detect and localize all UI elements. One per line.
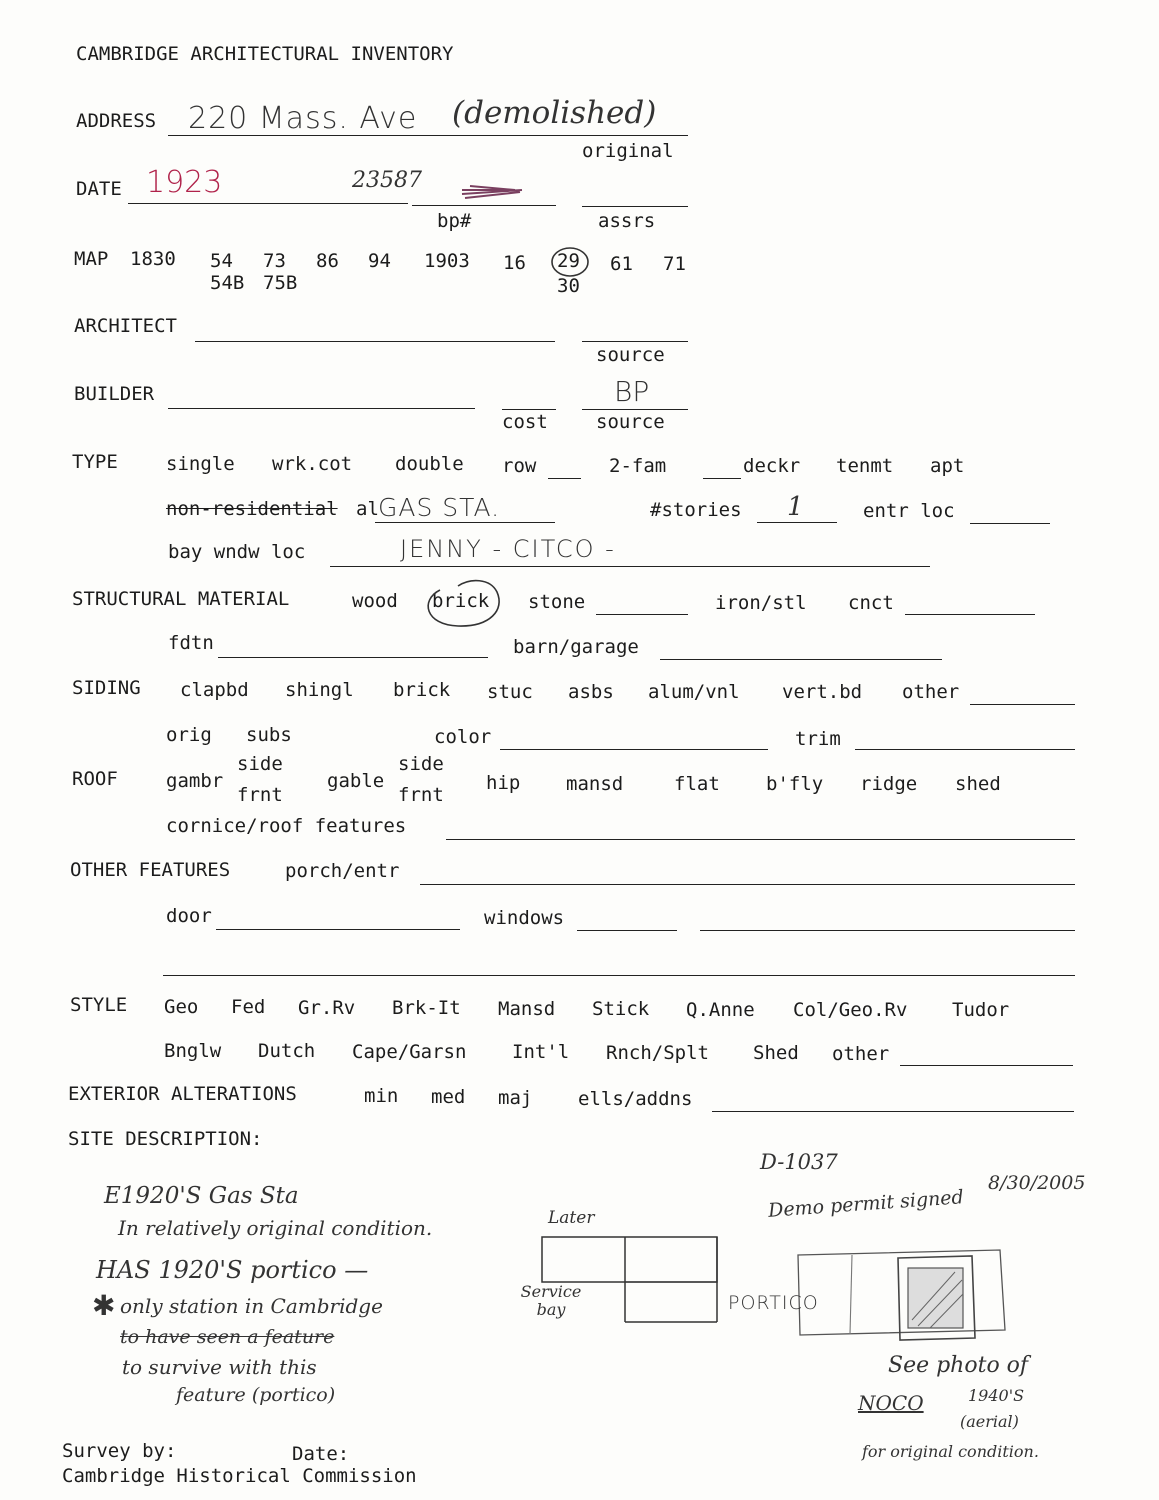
structural-option: cnct xyxy=(848,592,894,614)
source-label: source xyxy=(596,411,665,433)
photo-note: for original condition. xyxy=(862,1442,1039,1461)
style-option: Geo xyxy=(164,996,199,1018)
note-line: In relatively original condition. xyxy=(118,1216,433,1240)
siding-option: shingl xyxy=(285,679,354,701)
siding-option: other xyxy=(902,681,960,703)
photo-note: See photo of xyxy=(888,1353,1029,1378)
bay-wndw-label: bay wndw loc xyxy=(168,541,306,563)
door-label: door xyxy=(166,905,212,927)
original-label: original xyxy=(582,140,674,162)
map-year: 1903 xyxy=(424,250,470,272)
style-option: Rnch/Splt xyxy=(606,1042,709,1064)
barn-label: barn/garage xyxy=(513,636,639,658)
demolished-handwritten: (demolished) xyxy=(452,95,657,131)
style-label: STYLE xyxy=(70,994,128,1016)
note-line: E1920'S Gas Sta xyxy=(104,1183,299,1209)
bay-wndw-handwritten: JENNY - CITCO - xyxy=(400,535,616,563)
cornice-label: cornice/roof features xyxy=(166,815,407,837)
note-line: feature (portico) xyxy=(176,1384,336,1406)
type-label: TYPE xyxy=(72,451,118,473)
siding-option: stuc xyxy=(487,681,533,703)
note-line-struck: to have seen a feature xyxy=(120,1326,335,1348)
style-option: Gr.Rv xyxy=(298,997,356,1019)
other-features-label: OTHER FEATURES xyxy=(70,859,231,881)
map-year: 30 xyxy=(557,275,580,297)
ext-alt-option: med xyxy=(431,1086,466,1108)
photo-note: 1940'S xyxy=(968,1386,1025,1405)
map-year: 75B xyxy=(263,272,298,294)
map-year: 94 xyxy=(368,250,391,272)
siding-option: alum/vnl xyxy=(648,681,740,703)
ext-alt-option: min xyxy=(364,1085,399,1107)
roof-option: flat xyxy=(674,773,720,795)
siding-option: brick xyxy=(393,679,451,701)
roof-option: side xyxy=(237,753,283,775)
ext-alt-option: ells/addns xyxy=(578,1088,693,1110)
style-option: other xyxy=(832,1043,890,1065)
structural-label: STRUCTURAL MATERIAL xyxy=(72,588,290,610)
bp-label: bp# xyxy=(437,210,472,232)
structural-option: wood xyxy=(352,590,398,612)
address-handwritten: 220 Mass. Ave xyxy=(188,101,418,136)
type-option: tenmt xyxy=(836,455,894,477)
roof-option: mansd xyxy=(566,773,624,795)
roof-option: hip xyxy=(486,772,521,794)
note-line: HAS 1920'S portico — xyxy=(96,1256,369,1284)
style-option: Stick xyxy=(592,998,650,1020)
non-residential-handwritten: GAS STA. xyxy=(378,493,501,522)
cost-label: cost xyxy=(502,411,548,433)
fdtn-label: fdtn xyxy=(168,632,214,654)
orig-label: orig xyxy=(166,724,212,746)
assrs-label: assrs xyxy=(598,210,656,232)
sketch-label-portico: PORTICO xyxy=(728,1292,819,1314)
builder-label: BUILDER xyxy=(74,383,155,405)
map-year: 16 xyxy=(503,252,526,274)
map-year-circled: 29 xyxy=(557,250,580,272)
form-title: CAMBRIDGE ARCHITECTURAL INVENTORY xyxy=(76,43,454,65)
type-option: deckr xyxy=(743,455,801,477)
survey-by-label: Survey by: xyxy=(62,1440,177,1462)
style-option: Cape/Garsn xyxy=(352,1041,467,1063)
roof-option: frnt xyxy=(237,784,283,806)
entr-loc-label: entr loc xyxy=(863,500,955,522)
ext-alt-option: maj xyxy=(498,1087,533,1109)
roof-option: b'fly xyxy=(766,773,824,795)
map-label: MAP xyxy=(74,248,109,270)
asterisk-mark: ✱ xyxy=(92,1289,116,1322)
type-option: wrk.cot xyxy=(272,453,353,475)
non-residential-label: non-residential xyxy=(166,498,338,520)
sketch-label-later: Later xyxy=(548,1208,595,1228)
map-year: 54 xyxy=(210,250,233,272)
photo-note-noco: NOCO xyxy=(858,1391,924,1415)
type-option: apt xyxy=(930,455,965,477)
survey-date-label: Date: xyxy=(292,1443,350,1465)
style-option: Mansd xyxy=(498,998,556,1020)
color-label: color xyxy=(434,726,492,748)
ext-alt-label: EXTERIOR ALTERATIONS xyxy=(68,1083,297,1105)
address-label: ADDRESS xyxy=(76,110,157,132)
demo-id: D-1037 xyxy=(760,1150,838,1174)
style-option: Q.Anne xyxy=(686,999,755,1021)
style-option: Col/Geo.Rv xyxy=(793,999,908,1021)
map-year: 86 xyxy=(316,250,339,272)
non-residential-suffix: al xyxy=(356,498,379,520)
stories-handwritten: 1 xyxy=(787,492,804,522)
siding-option: vert.bd xyxy=(782,681,863,703)
sketch-label-service-bay: Service bay xyxy=(520,1282,582,1319)
map-year: 54B xyxy=(210,272,245,294)
note-line: only station in Cambridge xyxy=(120,1294,383,1318)
siding-option: asbs xyxy=(568,681,614,703)
roof-option: ridge xyxy=(860,773,918,795)
type-option: 2-fam xyxy=(609,455,667,477)
source-handwritten: BP xyxy=(614,375,650,408)
commission-name: Cambridge Historical Commission xyxy=(62,1465,417,1487)
site-description-label: SITE DESCRIPTION: xyxy=(68,1128,263,1150)
type-option: row xyxy=(502,455,537,477)
map-year: 61 xyxy=(610,253,633,275)
date-handwritten: 1923 xyxy=(146,165,223,200)
roof-option: gambr xyxy=(166,770,224,792)
style-option: Brk-It xyxy=(392,997,461,1019)
porch-label: porch/entr xyxy=(285,860,400,882)
structural-option-circled: brick xyxy=(432,590,490,612)
roof-label: ROOF xyxy=(72,768,118,790)
map-year: 73 xyxy=(263,250,286,272)
map-year: 71 xyxy=(663,253,686,275)
type-option: single xyxy=(166,453,235,475)
demo-date: 8/30/2005 xyxy=(988,1172,1086,1194)
stories-label: #stories xyxy=(650,499,742,521)
date-label: DATE xyxy=(76,178,122,200)
style-option: Shed xyxy=(753,1042,799,1064)
demo-permit: Demo permit signed xyxy=(767,1186,965,1222)
roof-option: shed xyxy=(955,773,1001,795)
windows-label: windows xyxy=(484,907,565,929)
roof-option: side xyxy=(398,753,444,775)
style-option: Fed xyxy=(231,996,266,1018)
style-option: Int'l xyxy=(512,1041,570,1063)
siding-option: clapbd xyxy=(180,679,249,701)
subs-label: subs xyxy=(246,724,292,746)
structural-option: stone xyxy=(528,591,586,613)
map-year: 1830 xyxy=(130,248,176,270)
siding-label: SIDING xyxy=(72,677,141,699)
roof-option: gable xyxy=(327,770,385,792)
structural-option: iron/stl xyxy=(715,592,807,614)
trim-label: trim xyxy=(795,728,841,750)
type-option: double xyxy=(395,453,464,475)
photo-note: (aerial) xyxy=(960,1412,1019,1431)
style-option: Dutch xyxy=(258,1040,316,1062)
style-option: Bnglw xyxy=(164,1040,222,1062)
note-line: to survive with this xyxy=(122,1355,317,1379)
source-label: source xyxy=(596,344,665,366)
architect-label: ARCHITECT xyxy=(74,315,177,337)
bp-number-handwritten: 23587 xyxy=(352,168,422,193)
roof-option: frnt xyxy=(398,784,444,806)
style-option: Tudor xyxy=(952,999,1010,1021)
